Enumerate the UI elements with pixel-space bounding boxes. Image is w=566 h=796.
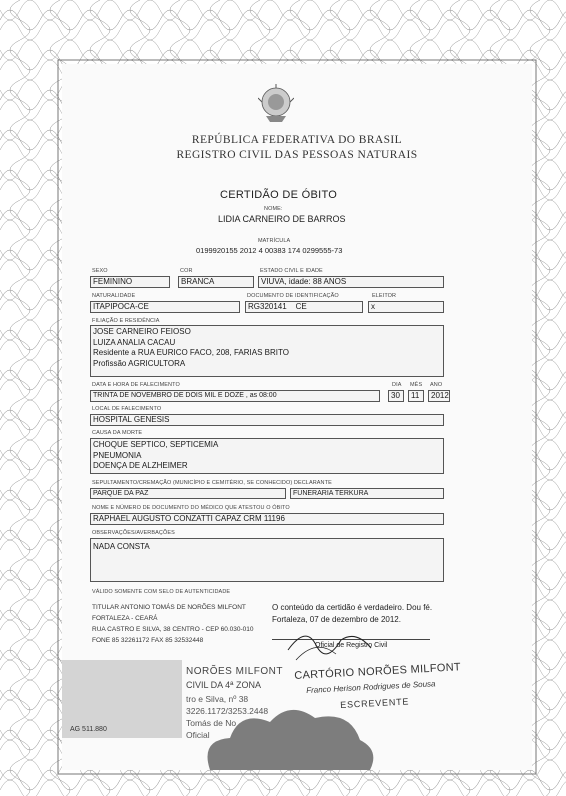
sepultamento-label: SEPULTAMENTO/CREMAÇÃO (MUNICÍPIO E CEMITÉRIO, SE CONHECIDO) DECLARANTE — [92, 480, 332, 486]
nome-label: NOME: — [264, 206, 283, 212]
mes-label: MÊS — [410, 382, 423, 388]
naturalidade-label: NATURALIDADE — [92, 293, 136, 299]
filiacao-field — [90, 325, 444, 377]
causa-label: CAUSA DA MORTE — [92, 430, 143, 436]
attest-line-1: O conteúdo da certidão é verdadeiro. Dou fé. — [272, 603, 433, 612]
documento-label: DOCUMENTO DE IDENTIFICAÇÃO — [247, 293, 339, 299]
profession: Profissão AGRICULTORA — [93, 358, 186, 368]
titular-address: RUA CASTRO E SILVA, 38 CENTRO - CEP 60.030-010 — [92, 626, 254, 633]
eleitor-label: ELEITOR — [372, 293, 397, 299]
ano-field: 2012 — [428, 390, 450, 402]
oficial-label: Oficial de Registro Civil — [315, 642, 388, 649]
valido-note: VÁLIDO SOMENTE COM SELO DE AUTENTICIDADE — [92, 589, 231, 595]
certificate-title: CERTIDÃO DE ÓBITO — [220, 189, 338, 201]
deceased-name: LIDIA CARNEIRO DE BARROS — [218, 214, 346, 224]
declarante-field: FUNERARIA TERKURA — [290, 488, 444, 499]
eleitor-field: x — [368, 301, 444, 313]
ano-label: ANO — [430, 382, 443, 388]
attest-line-2: Fortaleza, 07 de dezembro de 2012. — [272, 615, 401, 624]
matricula-label: MATRÍCULA — [258, 238, 291, 244]
naturalidade-field: ITAPIPOCA-CE — [90, 301, 240, 313]
cor-label: COR — [180, 268, 193, 274]
estado-field: VIUVA, idade: 88 ANOS — [258, 276, 444, 288]
sexo-label: SEXO — [92, 268, 108, 274]
documento-field: RG320141 CE — [245, 301, 363, 313]
stamp-left-line: 3226.1172/3253.2448 — [186, 706, 269, 716]
medico-field: RAPHAEL AUGUSTO CONZATTI CAPAZ CRM 11196 — [90, 513, 444, 525]
stamp-left-line: NORÕES MILFONT — [186, 666, 284, 677]
dia-label: DIA — [392, 382, 402, 388]
mother-name: LUIZA ANALIA CACAU — [93, 337, 176, 347]
sexo-field: FEMININO — [90, 276, 170, 288]
medico-label: NOME E NÚMERO DE DOCUMENTO DO MÉDICO QUE ATESTOU O ÓBITO — [92, 505, 290, 511]
causa-line: CHOQUE SEPTICO, SEPTICEMIA — [93, 440, 219, 449]
filiacao-label: FILIAÇÃO E RESIDÊNCIA — [92, 318, 160, 324]
mes-field: 11 — [408, 390, 424, 402]
stamp-right-name: Franco Herison Rodrigues de Sousa — [306, 679, 436, 695]
titular-line: TITULAR ANTONIO TOMÁS DE NORÕES MILFONT — [92, 604, 246, 611]
titular-phone: FONE 85 32261172 FAX 85 32532448 — [92, 637, 204, 644]
titular-city: FORTALEZA - CEARÁ — [92, 615, 158, 622]
data-label: DATA E HORA DE FALECIMENTO — [92, 382, 180, 388]
causa-line: PNEUMONIA — [93, 450, 142, 460]
dia-field: 30 — [388, 390, 404, 402]
local-label: LOCAL DE FALECIMENTO — [92, 406, 162, 412]
signature-scribble — [286, 620, 376, 664]
matricula-number: 0199920155 2012 4 00383 174 0299555-73 — [196, 246, 343, 255]
estado-label: ESTADO CIVIL E IDADE — [260, 268, 323, 274]
stamp-right-role: ESCREVENTE — [340, 696, 410, 710]
stamp-right-title: CARTÓRIO NORÕES MILFONT — [294, 661, 462, 682]
ink-blot — [200, 700, 380, 770]
sepultamento-field: PARQUE DA PAZ — [90, 488, 286, 499]
residence: Residente a RUA EURICO FACO, 208, FARIAS BRITO — [93, 348, 289, 357]
registry-heading: REGISTRO CIVIL DAS PESSOAS NATURAIS — [176, 149, 418, 161]
father-name: JOSE CARNEIRO FEIOSO — [93, 327, 191, 336]
data-field: TRINTA DE NOVEMBRO DE DOIS MIL E DOZE , as 08:00 — [90, 390, 380, 402]
selo-number: AG 511.880 — [70, 726, 107, 733]
obs-label: OBSERVAÇÕES/AVERBAÇÕES — [92, 530, 175, 536]
republic-heading: REPÚBLICA FEDERATIVA DO BRASIL — [191, 134, 403, 146]
obs-field: NADA CONSTA — [90, 538, 444, 582]
stamp-left-line: Oficial — [186, 730, 210, 740]
causa-field — [90, 438, 444, 474]
local-field: HOSPITAL GENESIS — [90, 414, 444, 426]
coat-of-arms-icon — [258, 84, 294, 124]
stamp-left-line: tro e Silva, nº 38 — [186, 694, 249, 704]
stamp-left-line: Tomás de No — [186, 718, 237, 728]
cor-field: BRANCA — [178, 276, 254, 288]
causa-line: DOENÇA DE ALZHEIMER — [93, 461, 188, 470]
stamp-left-line: CIVIL DA 4ª ZONA — [186, 680, 262, 690]
